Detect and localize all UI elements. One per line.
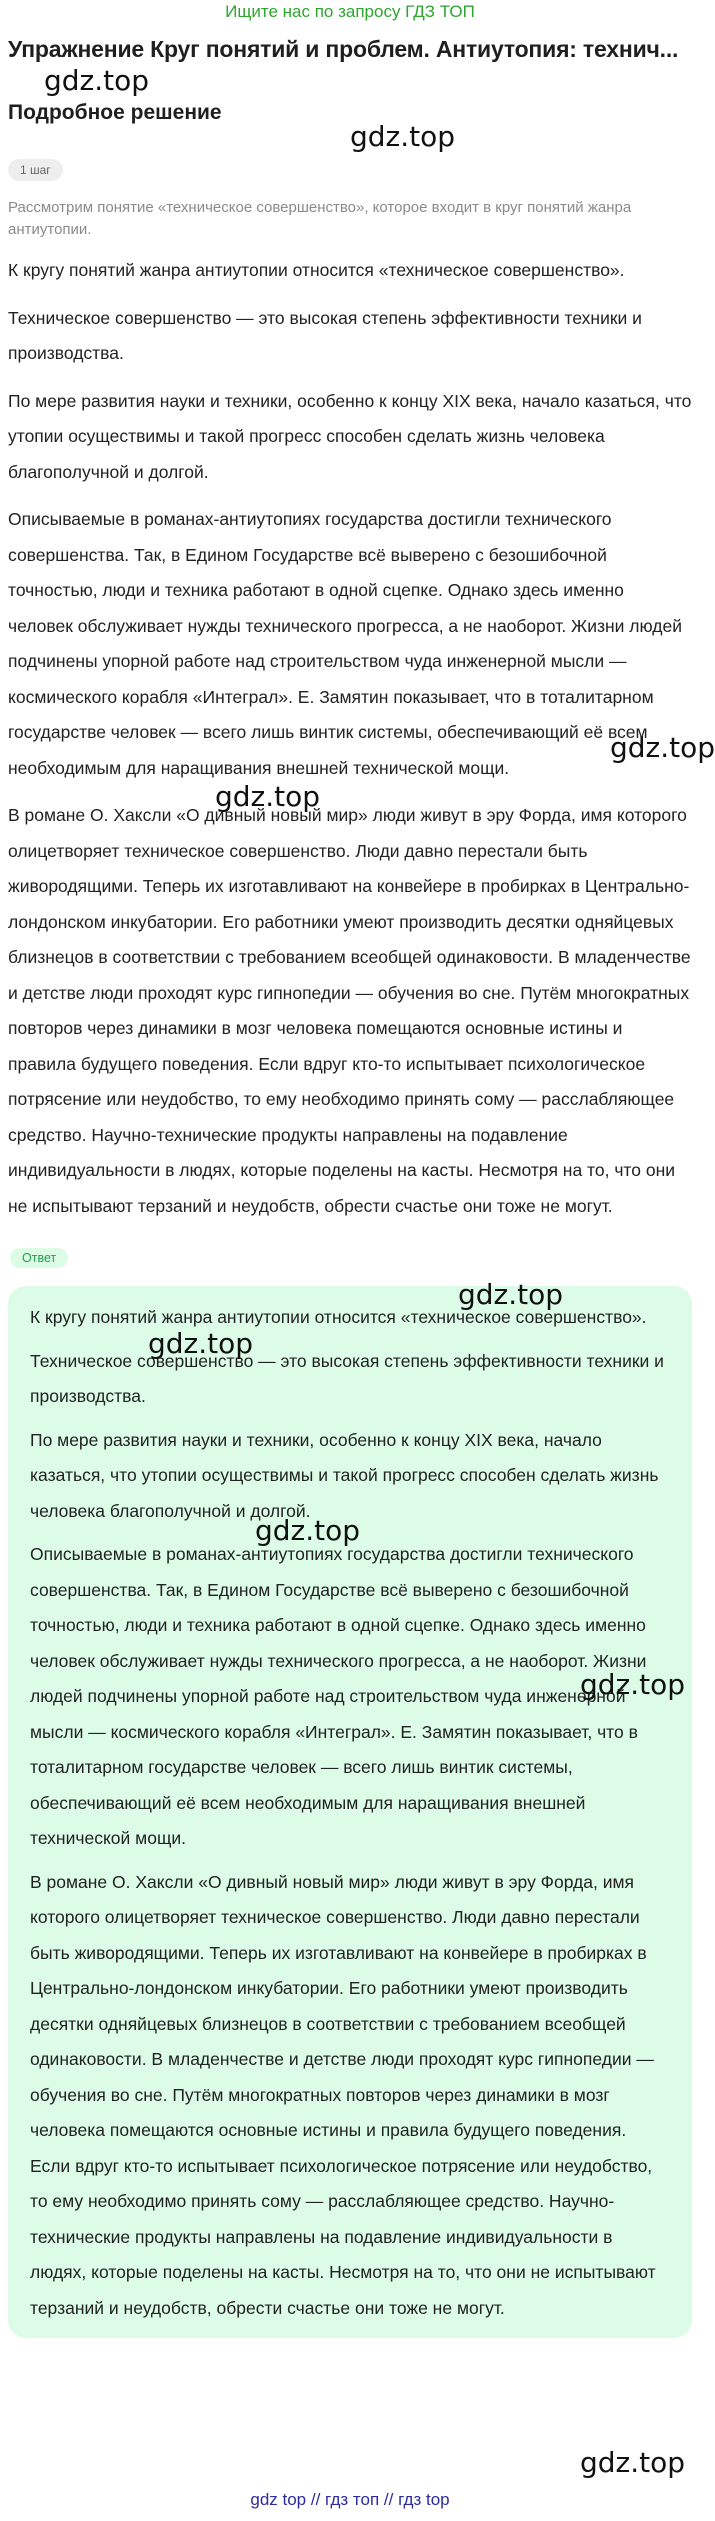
footer-separator: // <box>379 2490 399 2509</box>
watermark: gdz.top <box>148 1327 254 1360</box>
watermark: gdz.top <box>255 1514 361 1547</box>
watermark: gdz.top <box>350 120 456 153</box>
watermark: gdz.top <box>44 64 150 97</box>
watermark: gdz.top <box>215 780 321 813</box>
answer-paragraph: В романе О. Хаксли «О дивный новый мир» люди живут в эру Форда, имя которого олицетворяет техническое совершенство. Люди давно перестали быть живородящими. Теперь их изготавливают на конвейере в пробирках в Центрально-лондонском инкубатории. Его работники умеют производить десятки одняйцевых близнецов в соответствии с требованием всеобщей одинаковости. В младенчестве и детстве люди проходят курс гипнопедии — обучения во сне. Путём многократных повторов через динамики в мозг человека помещаются основные истины и правила будущего поведения. Если вдруг кто-то испытывает психологическое потрясение или неудобство, то ему необходимо принять сому — расслабляющее средство. Научно-технические продукты направлены на подавление индивидуальности в людях, которые поделены на касты. Несмотря на то, что они не испытывают терзаний и неудобств, обрести счастье они тоже не могут. <box>30 1871 656 2318</box>
answer-badge: Ответ <box>10 1248 68 1268</box>
solution-paragraph: По мере развития науки и техники, особенно к концу XIX века, начало казаться, что утопии осуществимы и такой прогресс способен сделать жизнь человека благополучной и долгой. <box>8 390 692 482</box>
step-chip: 1 шаг <box>8 159 63 181</box>
solution-paragraph: В романе О. Хаксли «О дивный новый мир» люди живут в эру Форда, имя которого олицетворяет техническое совершенство. Люди давно перестали быть живородящими. Теперь их изготавливают на конвейере в пробирках в Центрально-лондонском инкубатории. Его работники умеют производить десятки одняйцевых близнецов в соответствии с требованием всеобщей одинаковости. В младенчестве и детстве люди проходят курс гипнопедии — обучения во сне. Путём многократных повторов через динамики в мозг человека помещаются основные истины и правила будущего поведения. Если вдруг кто-то испытывает психологическое потрясение или неудобство, то ему необходимо принять сому — расслабляющее средство. Научно-технические продукты направлены на подавление индивидуальности в людях, которые поделены на касты. Несмотря на то, что они не испытывают терзаний и неудобств, обрести счастье они тоже не могут. <box>8 805 691 1216</box>
watermark: gdz.top <box>458 1278 564 1311</box>
section-title: Подробное решение <box>8 101 222 124</box>
solution-paragraph: Техническое совершенство — это высокая степень эффективности техники и производства. <box>8 307 642 363</box>
answer-paragraph: Описываемые в романах-антиутопиях государства достигли технического совершенства. Так, в Едином Государстве всё выверено с безошибочной точностью, люди и техника работают в одной сцепке. Однако здесь именно человек обслуживает нужды технического прогресса, а не наоборот. Жизни людей подчинены упорной работе над строительством чуда инженерной мысли — космического корабля «Интеграл». Е. Замятин показывает, что в тоталитарном государстве человек — всего лишь винтик системы, обеспечивающий её всем необходимым для наращивания внешней технической мощи. <box>30 1544 647 1848</box>
watermark: gdz.top <box>610 731 715 764</box>
footer-link[interactable]: гдз топ <box>325 2490 380 2509</box>
step-caption: Рассмотрим понятие «техническое совершенство», которое входит в круг понятий жанра антиутопии. <box>8 199 632 238</box>
solution-body <box>0 253 700 1224</box>
footer-separator: // <box>306 2490 326 2509</box>
footer-links <box>0 2490 700 2510</box>
footer-link[interactable]: гдз top <box>398 2490 450 2509</box>
answer-box <box>8 1286 692 2338</box>
answer-paragraph: К кругу понятий жанра антиутопии относится «техническое совершенство». <box>30 1307 647 1327</box>
page-title: Упражнение Круг понятий и проблем. Антиутопия: технич... <box>8 36 679 62</box>
watermark: gdz.top <box>580 1668 686 1701</box>
search-banner[interactable]: Ищите нас по запросу ГДЗ ТОП <box>225 2 475 21</box>
answer-paragraph: Техническое совершенство — это высокая степень эффективности техники и производства. <box>30 1350 664 1406</box>
answer-paragraph: По мере развития науки и техники, особенно к концу XIX века, начало казаться, что утопии осуществимы и такой прогресс способен сделать жизнь человека благополучной и долгой. <box>30 1429 659 1521</box>
footer-link[interactable]: gdz top <box>250 2490 307 2509</box>
solution-paragraph: К кругу понятий жанра антиутопии относится «техническое совершенство». <box>8 260 625 280</box>
solution-paragraph: Описываемые в романах-антиутопиях государства достигли технического совершенства. Так, в Едином Государстве всё выверено с безошибочной точностью, люди и техника работают в одной сцепке. Однако здесь именно человек обслуживает нужды технического прогресса, а не наоборот. Жизни людей подчинены упорной работе над строительством чуда инженерной мысли — космического корабля «Интеграл». Е. Замятин показывает, что в тоталитарном государстве человек — всего лишь винтик системы, обеспечивающий её всем необходимым для наращивания внешней технической мощи. <box>8 509 682 778</box>
watermark: gdz.top <box>580 2446 686 2479</box>
